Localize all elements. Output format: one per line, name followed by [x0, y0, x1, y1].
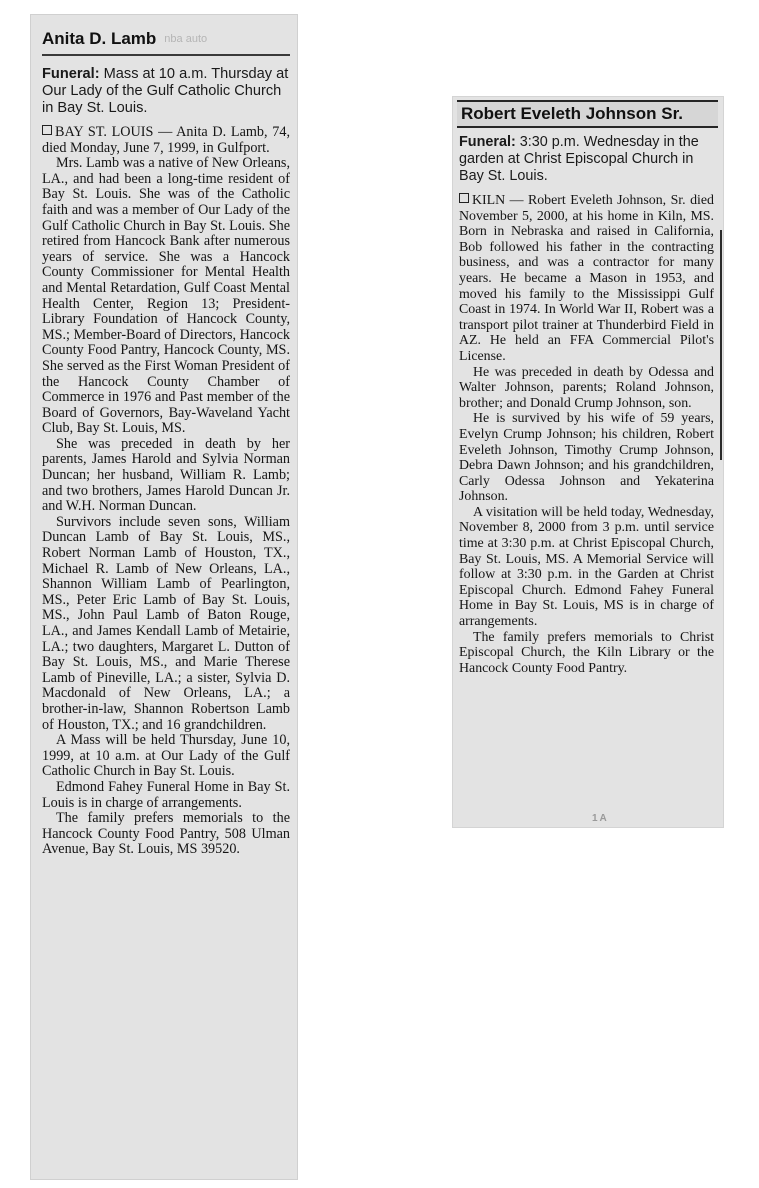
- obituary-paragraph: Mrs. Lamb was a native of New Orleans, LA., and had been a long-time resident of Bay St. Louis. She was of the Catholic faith and was a member of Our Lady of the Gulf Catholic Church in Bay St. Louis. She retired from Hancock Bank after numerous years of service. She was a Hancock County Commissioner for Mental Health and Mental Retardation, Gulf Coast Mental Health Center, Region 13; President-Library Foundation of Hancock County, MS.; Member-Board of Directors, Hancock County Food Pantry, Hancock County, MS. She served as the First Woman President of the Hancock County Chamber of Commerce in 1976 and Past member of the Board of Governors, Bay-Waveland Yacht Club, Bay St. Louis, MS.: [42, 155, 290, 437]
- bottom-scrap-text: 1A: [592, 813, 609, 824]
- clipping-edge-shadow: [720, 230, 722, 460]
- funeral-label: Funeral:: [459, 134, 516, 150]
- obituary-paragraph: The family prefers memorials to Christ Episcopal Church, the Kiln Library or the Hancock County Food Pantry.: [459, 629, 714, 676]
- obituary-paragraph: The family prefers memorials to the Hancock County Food Pantry, 508 Ulman Avenue, Bay St. Louis, MS 39520.: [42, 810, 290, 858]
- obituary-clipping-anita-lamb: [30, 14, 298, 1180]
- obituary-clipping-robert-johnson: [452, 96, 724, 828]
- obituary-paragraph: He was preceded in death by Odessa and Walter Johnson, parents; Roland Johnson, brother; and Donald Crump Johnson, son.: [459, 364, 714, 411]
- obituary-paragraph: He is survived by his wife of 59 years, Evelyn Crump Johnson; his children, Robert Eveleth Johnson, Timothy Crump Johnson, Debra Dawn Johnson; and his grandchildren, Carly Odessa Johnson and Yekaterina Johnson.: [459, 411, 714, 505]
- obituary-name: Anita D. Lamb: [42, 29, 157, 48]
- checkbox-square-icon: [459, 193, 469, 203]
- obituary-name-bar: [457, 100, 718, 128]
- funeral-text: Mass at 10 a.m. Thursday at Our Lady of the Gulf Catholic Church in Bay St. Louis.: [42, 66, 289, 116]
- bleed-through-text: nba auto: [164, 32, 208, 45]
- obituary-name: Robert Eveleth Johnson Sr.: [461, 104, 683, 123]
- funeral-notice: [459, 134, 714, 185]
- obituary-paragraph: A Mass will be held Thursday, June 10, 1999, at 10 a.m. at Our Lady of the Gulf Catholic Church in Bay St. Louis.: [42, 732, 290, 780]
- funeral-text: 3:30 p.m. Wednesday in the garden at Christ Episcopal Church in Bay St. Louis.: [459, 134, 699, 184]
- obituary-paragraph: She was preceded in death by her parents, James Harold and Sylvia Norman Duncan; her husband, William R. Lamb; and two brothers, James Harold Duncan Jr. and W.H. Norman Duncan.: [42, 435, 290, 515]
- obituary-paragraph: Survivors include seven sons, William Duncan Lamb of Bay St. Louis, MS., Robert Norman Lamb of Houston, TX., Michael R. Lamb of New Orleans, LA., Shannon William Lamb of Pearlington, MS., Peter Eric Lamb of Bay St. Louis, MS., John Paul Lamb of Baton Rouge, LA., and James Kendall Lamb of Metairie, LA.; two daughters, Margaret L. Dutton of Bay St. Louis, MS., and Marie Therese Lamb of Pineville, LA.; a sister, Sylvia D. Macdonald of New Orleans, LA.; a brother-in-law, Shannon Robertson Lamb of Houston, TX.; and 16 grandchildren.: [42, 513, 290, 733]
- obituary-paragraph: KILN — Robert Eveleth Johnson, Sr. died November 5, 2000, at his home in Kiln, MS. Born in Nebraska and raised in California, Bob followed his father in the contracting business, and was a contractor for many years. He became a Mason in 1953, and moved his family to the Mississippi Gulf Coast in 1974. In World War II, Robert was a transport pilot trainer at Thunderbird Field in AZ. He held an FFA Commercial Pilot's License.: [459, 193, 714, 364]
- obituary-body: [459, 193, 714, 676]
- obituary-body: [42, 125, 290, 858]
- funeral-label: Funeral:: [42, 66, 100, 82]
- obituary-name-bar: [42, 24, 290, 56]
- funeral-notice: [42, 66, 290, 117]
- obituary-paragraph: BAY ST. LOUIS — Anita D. Lamb, 74, died Monday, June 7, 1999, in Gulfport.: [42, 124, 290, 156]
- obituary-paragraph: Edmond Fahey Funeral Home in Bay St. Louis is in charge of arrangements.: [42, 778, 290, 811]
- obituary-paragraph: A visitation will be held today, Wednesday, November 8, 2000 from 3 p.m. until service time at 3:30 p.m. at Christ Episcopal Church, Bay St. Louis, MS. A Memorial Service will follow at 3:30 p.m. in the Garden at Christ Episcopal Church. Edmond Fahey Funeral Home in Bay St. Louis, MS is in charge of arrangements.: [459, 504, 714, 630]
- checkbox-square-icon: [42, 125, 52, 135]
